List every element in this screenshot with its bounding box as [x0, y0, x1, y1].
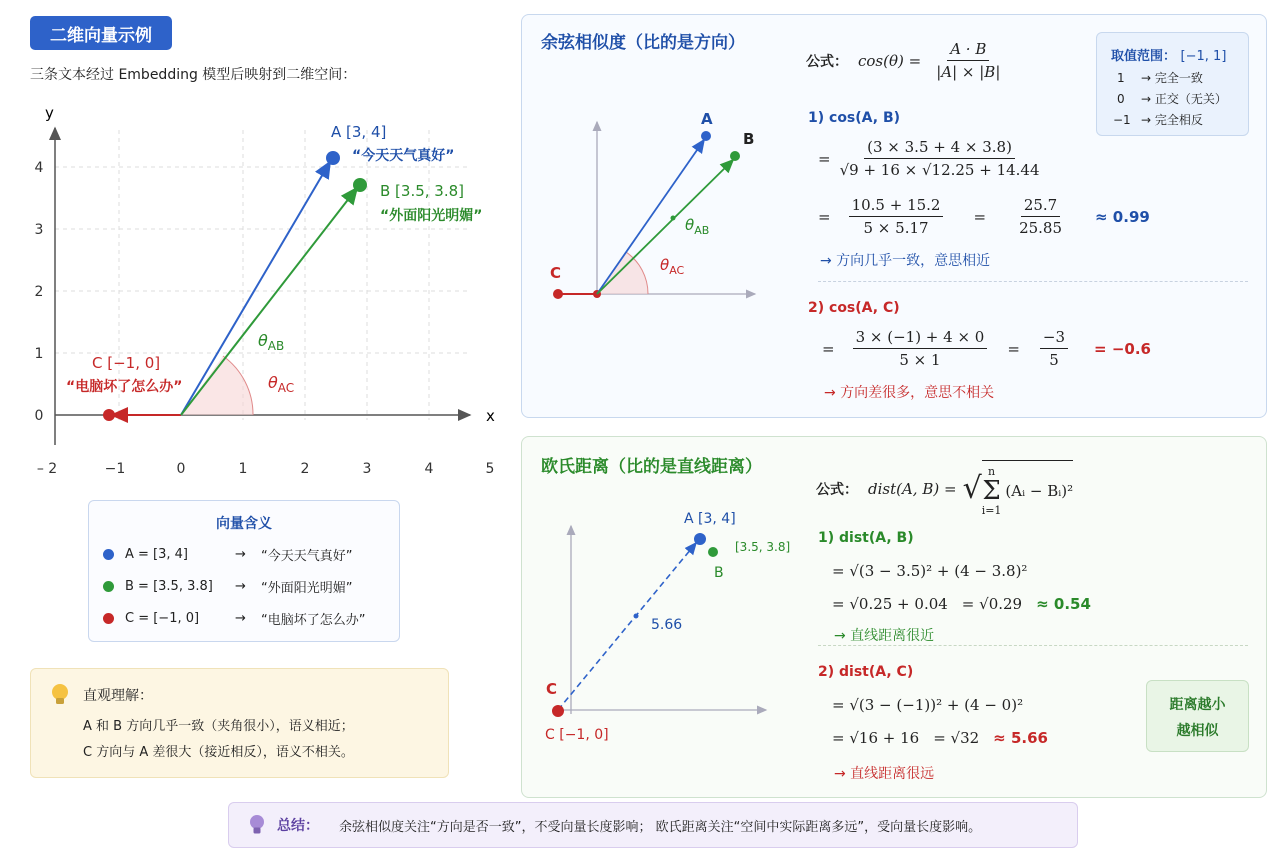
x-tick: 3	[362, 461, 372, 477]
x-tick: 5	[485, 461, 495, 477]
euc-ac-note: → 直线距离很远	[834, 766, 935, 782]
x-tick: 0	[176, 461, 186, 477]
cos-point-b	[730, 151, 740, 161]
euc-coord-c: C [−1, 0]	[545, 727, 609, 743]
point-c-text: “电脑坏了怎么办”	[66, 379, 183, 395]
x-tick: – 2	[36, 461, 58, 477]
cos-ab-step2: = $\frac{10.5 + 15.2}{5 \times 5.17}$ = $\frac{25.7}{25.85}$ ≈ 0.99	[818, 196, 1150, 237]
y-axis-label: y	[45, 104, 54, 122]
cos-ab-note: → 方向几乎一致，意思相近	[820, 253, 991, 269]
formula-label: 公式：	[816, 481, 858, 498]
x-tick: 2	[300, 461, 310, 477]
point-a-label: A [3, 4]	[331, 123, 387, 141]
legend-box	[88, 500, 400, 642]
formula-lhs: dist(A, B) =	[868, 479, 957, 498]
summary-text: 余弦相似度关注“方向是否一致”，不受向量长度影响； 欧氏距离关注“空间中实际距离多远”，受向量长度影响。	[339, 819, 982, 835]
angle-ac-wedge	[181, 356, 253, 415]
point-a-text: “今天天气真好”	[352, 148, 455, 164]
y-tick: 0	[34, 408, 44, 424]
summary-label: 总结：	[277, 818, 319, 834]
euc-ac-result: ≈ 5.66	[993, 729, 1048, 747]
euc-ac-title: 2) dist(A, C)	[818, 664, 914, 680]
legend-title: 向量含义	[216, 516, 272, 532]
cosine-diagram	[540, 100, 770, 320]
legend-vector: A = [3, 4]	[125, 547, 189, 562]
euclid-formula: 公式： dist(A, B) = √ n Σ i=1 (Aᵢ − Bᵢ)²	[816, 460, 1073, 517]
x-tick: 1	[238, 461, 248, 477]
cos-ac-note: → 方向差很多，意思不相关	[824, 385, 995, 401]
divider	[818, 645, 1248, 646]
lightbulb-icon	[51, 683, 69, 707]
cosine-title: 余弦相似度（比的是方向）	[541, 33, 745, 53]
y-tick-labels	[35, 160, 44, 424]
cos-theta-ac: $\theta_{AC}$	[660, 256, 685, 277]
cosine-formula	[806, 40, 1007, 81]
legend-arrow: →	[235, 547, 246, 562]
legend-arrow: →	[235, 579, 246, 594]
formula-numerator: A · B	[947, 40, 989, 61]
x-axis-label: x	[486, 407, 495, 425]
cos-label-c: C	[550, 264, 562, 282]
formula-body: (Aᵢ − Bᵢ)²	[1005, 482, 1074, 500]
euc-ac-step2: = √16 + 16 = √32 ≈ 5.66	[832, 729, 1048, 747]
summary-bar	[228, 802, 1078, 848]
euc-ac-step1: = √(3 − (−1))² + (4 − 0)²	[832, 696, 1024, 714]
euclidean-title: 欧氏距离（比的是直线距离）	[541, 457, 762, 477]
euc-ab-title: 1) dist(A, B)	[818, 530, 914, 546]
cos-ac-step: = $\frac{3 \times (-1) + 4 \times 0}{5 \times 1}$ = $\frac{-3}{5}$ = −0.6	[822, 328, 1151, 369]
point-c-label: C [−1, 0]	[92, 354, 161, 372]
euc-point-b	[708, 547, 718, 557]
side-box-line-2: 越相似	[1176, 723, 1219, 739]
euc-point-c	[552, 705, 564, 717]
vector-a	[181, 162, 330, 415]
point-b-text: “外面阳光明媚”	[380, 208, 483, 224]
legend-vector: C = [−1, 0]	[125, 611, 200, 626]
legend-vector: B = [3.5, 3.8]	[125, 579, 213, 594]
formula-label: 公式：	[806, 53, 848, 70]
point-b	[353, 178, 367, 192]
range-title: 取值范围： [−1, 1]	[1111, 49, 1227, 64]
legend-row-c	[103, 609, 365, 628]
range-box	[1096, 32, 1249, 136]
x-tick: 4	[424, 461, 434, 477]
y-tick: 1	[34, 346, 44, 362]
euc-point-a	[694, 533, 706, 545]
theta-ab-label: $\theta_{AB}$	[258, 331, 285, 353]
euc-ab-note: → 直线距离很近	[834, 628, 935, 644]
euc-label-c: C	[546, 680, 558, 698]
x-tick: −1	[104, 461, 126, 477]
intuition-heading: 直观理解：	[83, 688, 153, 704]
point-c	[103, 409, 115, 421]
point-b-label: B [3.5, 3.8]	[380, 182, 465, 200]
euc-ab-result: ≈ 0.54	[1036, 595, 1091, 613]
point-a	[326, 151, 340, 165]
cos-ac-title: 2) cos(A, C)	[808, 300, 900, 316]
side-box-line-1: 距离越小	[1169, 697, 1226, 713]
intuition-line-2: C 方向与 A 差很大（接近相反），语义不相关。	[83, 745, 354, 760]
green-dot-icon	[103, 581, 114, 592]
intuition-line-1: A 和 B 方向几乎一致（夹角很小），语义相近；	[83, 719, 354, 734]
intro-text: 三条文本经过 Embedding 模型后映射到二维空间：	[30, 67, 357, 83]
lightbulb-icon	[249, 814, 265, 836]
y-tick: 2	[34, 284, 44, 300]
euc-label-b: B	[714, 565, 724, 581]
red-dot-icon	[103, 613, 114, 624]
blue-dot-icon	[103, 549, 114, 560]
cos-ac-result: = −0.6	[1094, 339, 1151, 358]
legend-row-a	[103, 545, 352, 564]
range-row: −1 → 完全相反	[1113, 113, 1203, 127]
euc-label-a: A [3, 4]	[684, 511, 736, 527]
y-tick: 4	[34, 160, 44, 176]
legend-row-b	[103, 577, 352, 596]
euc-dist-label: 5.66	[651, 617, 683, 633]
legend-arrow: →	[235, 611, 246, 626]
vector-plot	[0, 90, 510, 490]
cos-ab-step1: = $\frac{(3 \times 3.5 + 4 \times 3.8)}{√9 + 16 \times √12.25 + 14.44}$	[818, 138, 1040, 179]
divider	[818, 281, 1248, 282]
euc-ab-step2: = √0.25 + 0.04 = √0.29 ≈ 0.54	[832, 595, 1091, 613]
euc-ab-step1: = √(3 − 3.5)² + (4 − 3.8)²	[832, 562, 1028, 580]
page-title: 二维向量示例	[30, 16, 172, 50]
y-tick: 3	[34, 222, 44, 238]
euc-coord-b: [3.5, 3.8]	[735, 540, 791, 554]
legend-text: “今天天气真好”	[261, 549, 353, 564]
cos-label-b: B	[743, 130, 755, 148]
legend-text: “电脑坏了怎么办”	[261, 613, 366, 628]
cos-point-a	[701, 131, 711, 141]
range-row: 0 → 正交（无关）	[1117, 92, 1227, 106]
cos-theta-ab: $\theta_{AB}$	[685, 216, 710, 237]
closer-is-similar-box	[1146, 680, 1249, 752]
formula-denominator: |A| × |B|	[936, 63, 1001, 81]
x-tick-labels	[37, 461, 495, 477]
legend-text: “外面阳光明媚”	[261, 581, 353, 596]
euclidean-diagram	[530, 500, 800, 750]
cos-label-a: A	[701, 110, 713, 128]
cos-ab-result: ≈ 0.99	[1095, 207, 1150, 226]
intuition-box	[30, 668, 449, 778]
cos-point-c	[553, 289, 563, 299]
range-row: 1 → 完全一致	[1117, 71, 1203, 85]
cos-ab-title: 1) cos(A, B)	[808, 110, 901, 126]
formula-lhs: cos(θ) =	[858, 51, 922, 70]
theta-ac-label: $\theta_{AC}$	[268, 373, 295, 395]
